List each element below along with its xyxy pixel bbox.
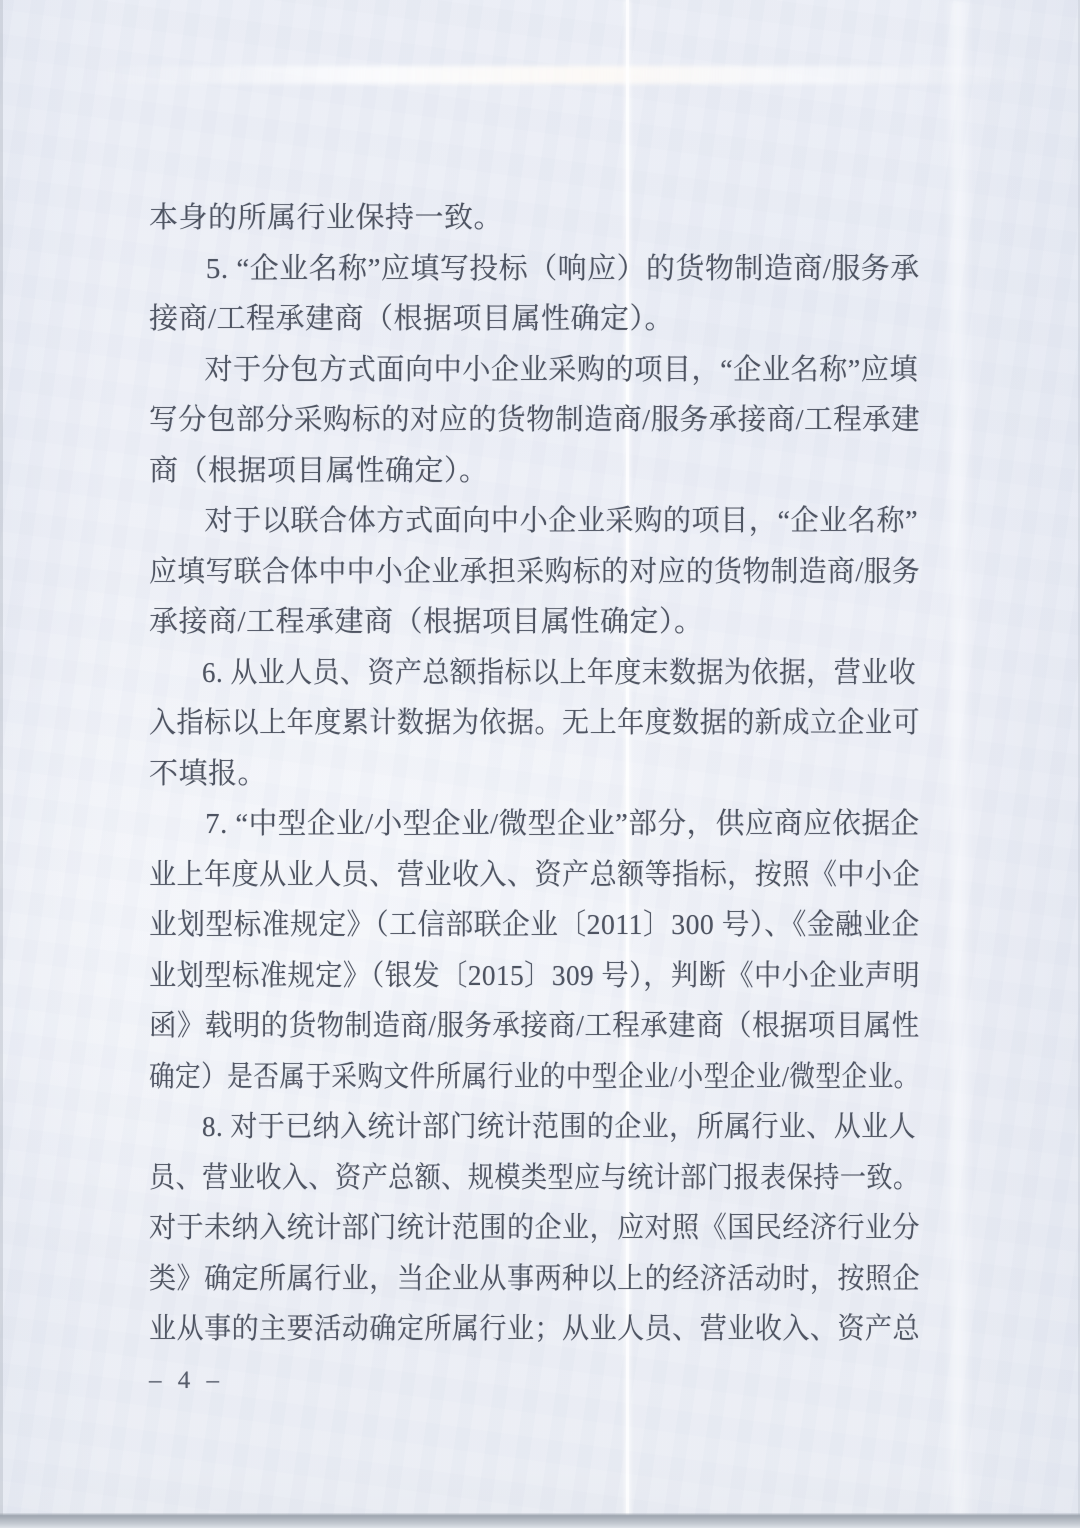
text-line: 业从事的主要活动确定所属行业；从业人员、营业收入、资产总 bbox=[149, 1313, 921, 1345]
text-line: 对于未纳入统计部门统计范围的企业，应对照《国民经济行业分 bbox=[149, 1212, 921, 1244]
text-line: 本身的所属行业保持一致。 bbox=[149, 202, 504, 234]
text-line: 8. 对于已纳入统计部门统计范围的企业，所属行业、从业人 bbox=[201, 1111, 917, 1143]
text-line: 5. “企业名称”应填写投标（响应）的货物制造商/服务承 bbox=[205, 252, 920, 285]
text-line: 业划型标准规定》（银发〔2015〕309 号），判断《中小企业声明 bbox=[149, 959, 921, 992]
text-line: 业划型标准规定》（工信部联企业〔2011〕300 号）、《金融业企 bbox=[149, 909, 920, 941]
text-line: 接商/工程承建商（根据项目属性确定）。 bbox=[149, 303, 675, 335]
text-line: 入指标以上年度累计数据为依据。无上年度数据的新成立企业可 bbox=[149, 707, 921, 739]
text-line: 7. “中型企业/小型企业/微型企业”部分，供应商应依据企 bbox=[205, 808, 920, 840]
text-line: 商（根据项目属性确定）。 bbox=[149, 454, 489, 487]
text-line: 应填写联合体中中小企业承担采购标的对应的货物制造商/服务 bbox=[149, 555, 921, 588]
paper-left-edge bbox=[0, 0, 3, 1528]
text-line: 类》确定所属行业，当企业从事两种以上的经济活动时，按照企 bbox=[149, 1262, 921, 1295]
text-line: 对于分包方式面向中小企业采购的项目，“企业名称”应填 bbox=[204, 353, 919, 386]
text-line: 确定）是否属于采购文件所属行业的中型企业/小型企业/微型企业。 bbox=[149, 1060, 920, 1093]
scan-glare-horizontal bbox=[0, 66, 1080, 84]
text-line: 业上年度从业人员、营业收入、资产总额等指标，按照《中小企 bbox=[149, 858, 921, 891]
text-line: 写分包部分采购标的对应的货物制造商/服务承接商/工程承建 bbox=[149, 404, 921, 436]
scan-bright-band bbox=[944, 0, 974, 1516]
text-block bbox=[149, 193, 920, 1355]
text-line: 6. 从业人员、资产总额指标以上年度末数据为依据，营业收 bbox=[201, 656, 917, 689]
text-line: 对于以联合体方式面向中小企业采购的项目，“企业名称” bbox=[204, 505, 919, 537]
text-line: 承接商/工程承建商（根据项目属性确定）。 bbox=[149, 606, 704, 638]
text-line: 不填报。 bbox=[149, 757, 268, 790]
paper-bottom-edge bbox=[0, 1513, 1080, 1528]
text-line: 函》载明的货物制造商/服务承接商/工程承建商（根据项目属性 bbox=[149, 1010, 920, 1042]
page-number: – 4 – bbox=[149, 1367, 224, 1394]
text-line: 员、营业收入、资产总额、规模类型应与统计部门报表保持一致。 bbox=[149, 1161, 920, 1194]
